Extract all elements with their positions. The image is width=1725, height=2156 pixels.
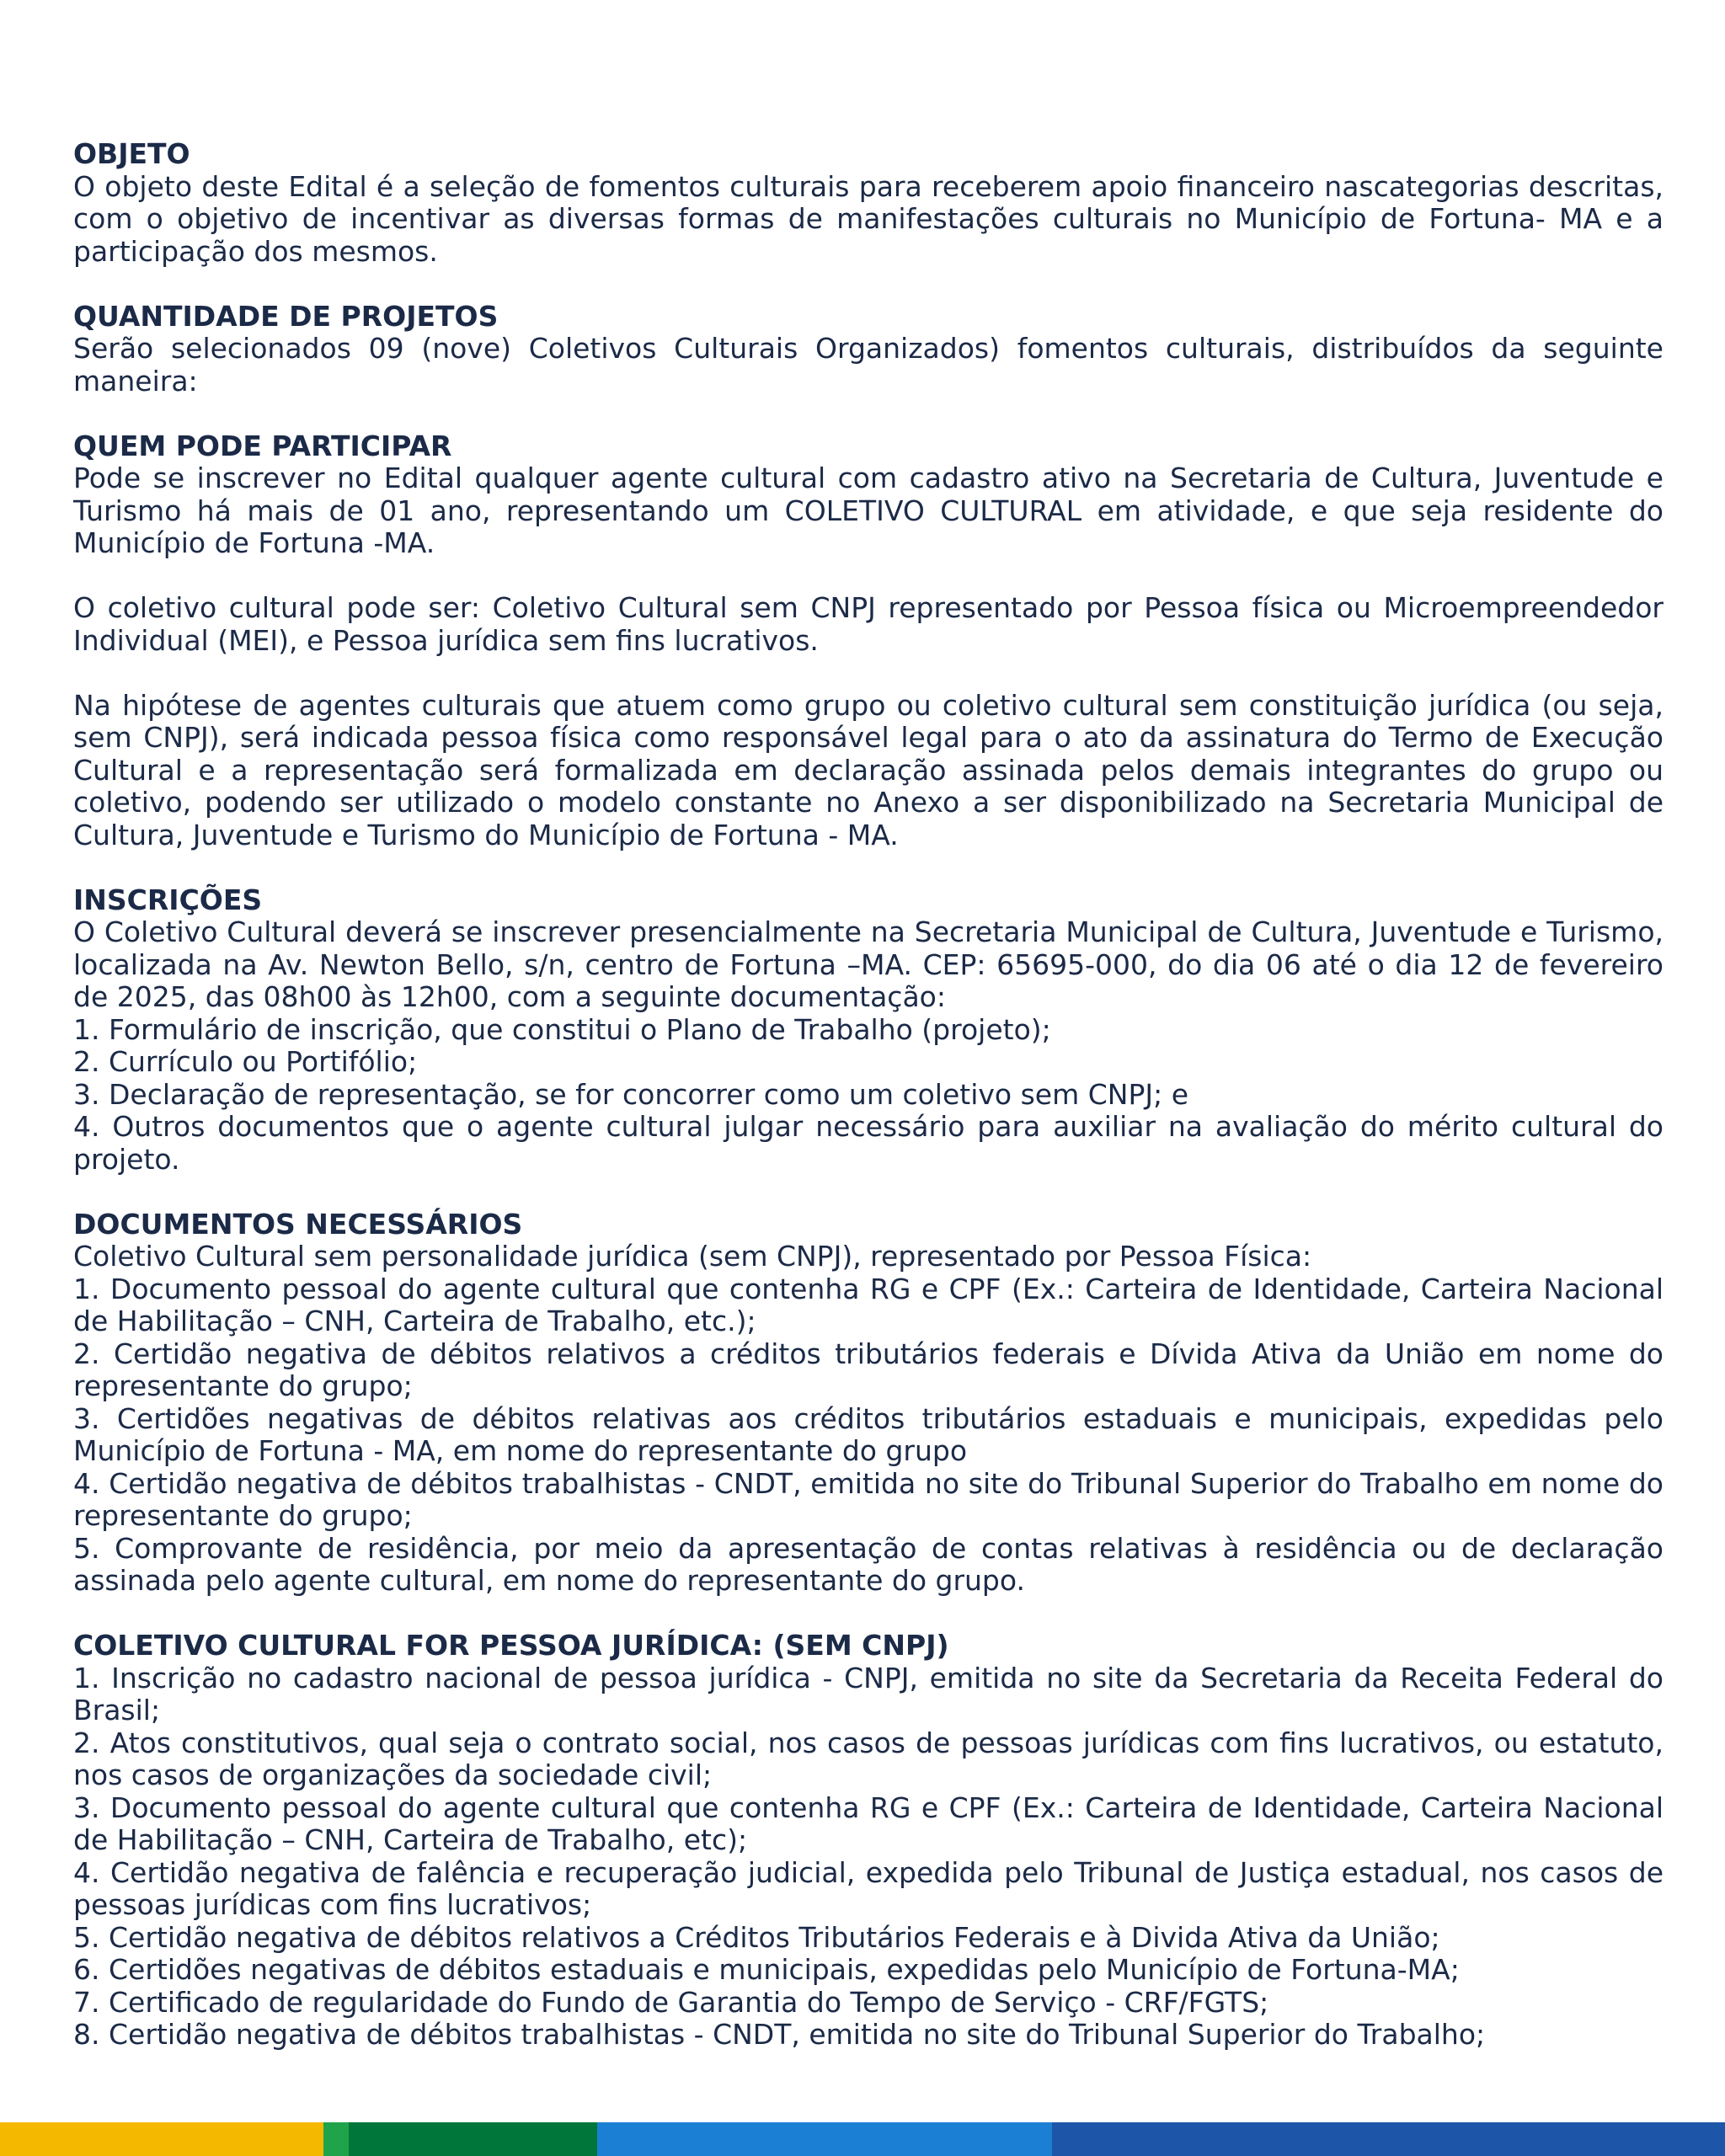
section-heading: COLETIVO CULTURAL FOR PESSOA JURÍDICA: (SEM CNPJ): [73, 1629, 949, 1662]
section-paragraph: Na hipótese de agentes culturais que atuem como grupo ou coletivo cultural sem constituição jurídica (ou seja, sem CNPJ), será indicada pessoa física como responsável legal para o ato da assinatura do Termo de Execução Cultural e a representação será formalizada em declaração assinada pelos demais integrantes do grupo ou coletivo, podendo ser utilizado o modelo constante no Anexo a ser disponibilizado na Secretaria Municipal de Cultura, Juventude e Turismo do Município de Fortuna - MA.: [73, 688, 1664, 851]
section-inscricoes: [73, 884, 1664, 1177]
footer-color-stripe: [0, 2122, 1725, 2156]
stripe-dark-green: [349, 2122, 597, 2156]
list-item: 4. Certidão negativa de débitos trabalhistas - CNDT, emitida no site do Tribunal Superior do Trabalho em nome do representante do grupo;: [73, 1466, 1664, 1532]
section-coletivo-tipos: [73, 592, 1664, 657]
list-item: 8. Certidão negativa de débitos trabalhistas - CNDT, emitida no site do Tribunal Superior do Trabalho;: [73, 2018, 1486, 2051]
stripe-light-blue: [597, 2122, 1052, 2156]
section-hipotese-representacao: [73, 690, 1664, 852]
list-item: 1. Documento pessoal do agente cultural que contenha RG e CPF (Ex.: Carteira de Identidade, Carteira Nacional de Habilitação – CNH, Carteira de Trabalho, etc.);: [73, 1272, 1664, 1337]
list-item: 6. Certidões negativas de débitos estaduais e municipais, expedidas pelo Município de Fortuna-MA;: [73, 1953, 1460, 1986]
section-heading: INSCRIÇÕES: [73, 883, 263, 916]
document-list: [73, 1662, 1664, 2052]
list-item: 3. Documento pessoal do agente cultural que contenha RG e CPF (Ex.: Carteira de Identidade, Carteira Nacional de Habilitação – CNH, Carteira de Trabalho, etc);: [73, 1790, 1664, 1856]
section-objeto: [73, 138, 1664, 268]
section-heading: DOCUMENTOS NECESSÁRIOS: [73, 1207, 523, 1241]
stripe-light-green: [323, 2122, 349, 2156]
section-heading: OBJETO: [73, 137, 190, 170]
section-heading: QUANTIDADE DE PROJETOS: [73, 299, 499, 333]
section-paragraph: Pode se inscrever no Edital qualquer agente cultural com cadastro ativo na Secretaria de Cultura, Juventude e Turismo há mais de 01 ano, representando um COLETIVO CULTURAL em atividade, e que seja residente do Município de Fortuna -MA.: [73, 462, 1664, 559]
section-documentos-necessarios: [73, 1209, 1664, 1598]
list-item: 4. Outros documentos que o agente cultural julgar necessário para auxiliar na avaliação do mérito cultural do projeto.: [73, 1110, 1664, 1176]
stripe-yellow: [0, 2122, 323, 2156]
document-list: [73, 1273, 1664, 1598]
section-paragraph: O coletivo cultural pode ser: Coletivo Cultural sem CNPJ representado por Pessoa física ou Microempreendedor Individual (MEI), e Pessoa jurídica sem fins lucrativos.: [73, 591, 1664, 657]
list-item: 2. Currículo ou Portifólio;: [73, 1045, 418, 1078]
document-body: [73, 138, 1664, 2084]
document-list: [73, 1014, 1664, 1177]
section-pessoa-juridica: [73, 1630, 1664, 2052]
section-paragraph: Coletivo Cultural sem personalidade jurídica (sem CNPJ), representado por Pessoa Física:: [73, 1240, 1312, 1273]
list-item: 4. Certidão negativa de falência e recuperação judicial, expedida pelo Tribunal de Justiça estadual, nos casos de pessoas jurídicas com fins lucrativos;: [73, 1855, 1664, 1921]
section-quantidade-de-projetos: [73, 301, 1664, 398]
stripe-dark-blue: [1052, 2122, 1725, 2156]
list-item: 2. Certidão negativa de débitos relativos a créditos tributários federais e Dívida Ativa da União em nome do representante do grupo;: [73, 1337, 1664, 1402]
list-item: 3. Declaração de representação, se for concorrer como um coletivo sem CNPJ; e: [73, 1077, 1188, 1111]
list-item: 5. Certidão negativa de débitos relativos a Créditos Tributários Federais e à Divida Ativa da União;: [73, 1920, 1440, 1954]
list-item: 2. Atos constitutivos, qual seja o contrato social, nos casos de pessoas jurídicas com fins lucrativos, ou estatuto, nos casos de organizações da sociedade civil;: [73, 1726, 1664, 1791]
section-paragraph: Serão selecionados 09 (nove) Coletivos Culturais Organizados) fomentos culturais, distribuídos da seguinte maneira:: [73, 332, 1664, 398]
section-quem-pode-participar: [73, 430, 1664, 560]
list-item: 7. Certificado de regularidade do Fundo de Garantia do Tempo de Serviço - CRF/FGTS;: [73, 1985, 1269, 2019]
list-item: 1. Formulário de inscrição, que constitui o Plano de Trabalho (projeto);: [73, 1012, 1051, 1046]
section-paragraph: O objeto deste Edital é a seleção de fomentos culturais para receberem apoio financeiro nascategorias descritas, com o objetivo de incentivar as diversas formas de manifestações culturais no Município de Fortuna- MA e a participação dos mesmos.: [73, 169, 1664, 268]
section-heading: QUEM PODE PARTICIPAR: [73, 429, 452, 462]
section-paragraph: O Coletivo Cultural deverá se inscrever presencialmente na Secretaria Municipal de Cultura, Juventude e Turismo, localizada na Av. Newton Bello, s/n, centro de Fortuna –MA. CEP: 65695-000, do dia 06 até o dia 12 de fevereiro de 2025, das 08h00 às 12h00, com a seguinte documentação:: [73, 915, 1664, 1013]
list-item: 3. Certidões negativas de débitos relativas aos créditos tributários estaduais e municipais, expedidas pelo Município de Fortuna - MA, em nome do representante do grupo: [73, 1401, 1664, 1467]
list-item: 5. Comprovante de residência, por meio da apresentação de contas relativas à residência ou de declaração assinada pelo agente cultural, em nome do representante do grupo.: [73, 1531, 1664, 1597]
list-item: 1. Inscrição no cadastro nacional de pessoa jurídica - CNPJ, emitida no site da Secretaria da Receita Federal do Brasil;: [73, 1661, 1664, 1726]
